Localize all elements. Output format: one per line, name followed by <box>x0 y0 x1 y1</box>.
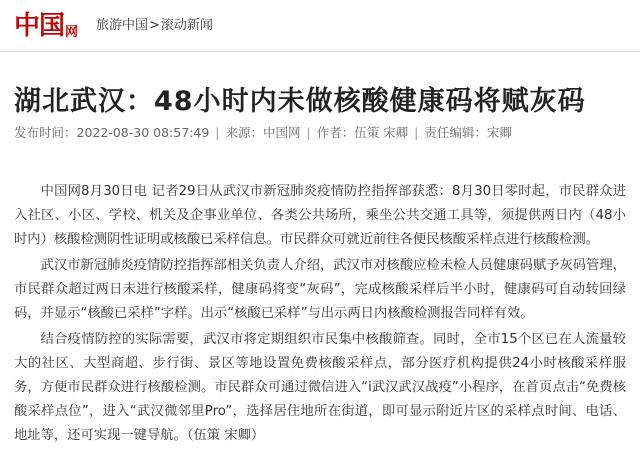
author: 伍策 宋卿 <box>354 125 409 140</box>
article-paragraph: 中国网8月30日电 记者29日从武汉市新冠肺炎疫情防控指挥部获悉：8月30日零时起，市民群众进入社区、小区、学校、机关及企事业单位、各类公共场所，乘坐公共交通工具等，须提供两日内（48小时内）核酸检测阴性证明或核酸已采样信息。市民群众可就近前往各便民核酸采样点进行核酸检测。 <box>14 184 626 247</box>
article-paragraph: 武汉市新冠肺炎疫情防控指挥部相关负责人介绍，武汉市对核酸应检未检人员健康码赋予灰码管理，市民群众超过两日未进行核酸采样，健康码将变“灰码”，完成核酸采样后半小时，健康码可自动转回绿码，并显示“核酸已采样”字样。出示“核酸已采样”与出示两日内核酸检测报告同样有效。 <box>14 258 626 321</box>
meta-divider: | <box>215 125 220 140</box>
editor-label: 责任编辑： <box>424 125 487 140</box>
meta-divider: | <box>414 125 419 140</box>
breadcrumb-item-travel-china[interactable]: 旅游中国 <box>96 18 149 33</box>
article-body <box>14 180 626 450</box>
article-meta <box>14 124 512 142</box>
breadcrumb-item-rolling-news[interactable]: 滚动新闻 <box>160 18 213 33</box>
logo-text: 中国 <box>14 11 65 41</box>
site-header <box>0 0 640 52</box>
publish-time: 2022-08-30 08:57:49 <box>76 125 210 140</box>
source-label: 来源： <box>225 125 263 140</box>
logo-suffix: 网 <box>65 24 79 40</box>
source: 中国网 <box>262 125 301 140</box>
publish-time-label: 发布时间： <box>14 125 77 140</box>
meta-divider: | <box>306 125 311 140</box>
editor: 宋卿 <box>486 125 512 140</box>
header-divider <box>0 51 640 52</box>
site-logo[interactable] <box>14 8 78 44</box>
breadcrumb-separator: > <box>149 18 160 33</box>
article-title: 湖北武汉：48小时内未做核酸健康码将赋灰码 <box>14 86 586 118</box>
article-paragraph: 结合疫情防控的实际需要，武汉市将定期组织市民集中核酸筛查。同时，全市15个区已在人流量较大的社区、大型商超、步行街、景区等地设置免费核酸采样点，部分医疗机构提供24小时核酸采样服务，方便市民群众进行核酸检测。市民群众可通过微信进入“i武汉武汉战疫”小程序，在首页点击“免费核酸采样点位”，进入“武汉微邻里Pro”，选择居住地所在街道，即可显示附近片区的采样点时间、电话、地址等，还可实现一键导航。（伍策 宋卿） <box>14 332 626 443</box>
breadcrumb <box>96 15 213 37</box>
author-label: 作者： <box>316 125 355 140</box>
